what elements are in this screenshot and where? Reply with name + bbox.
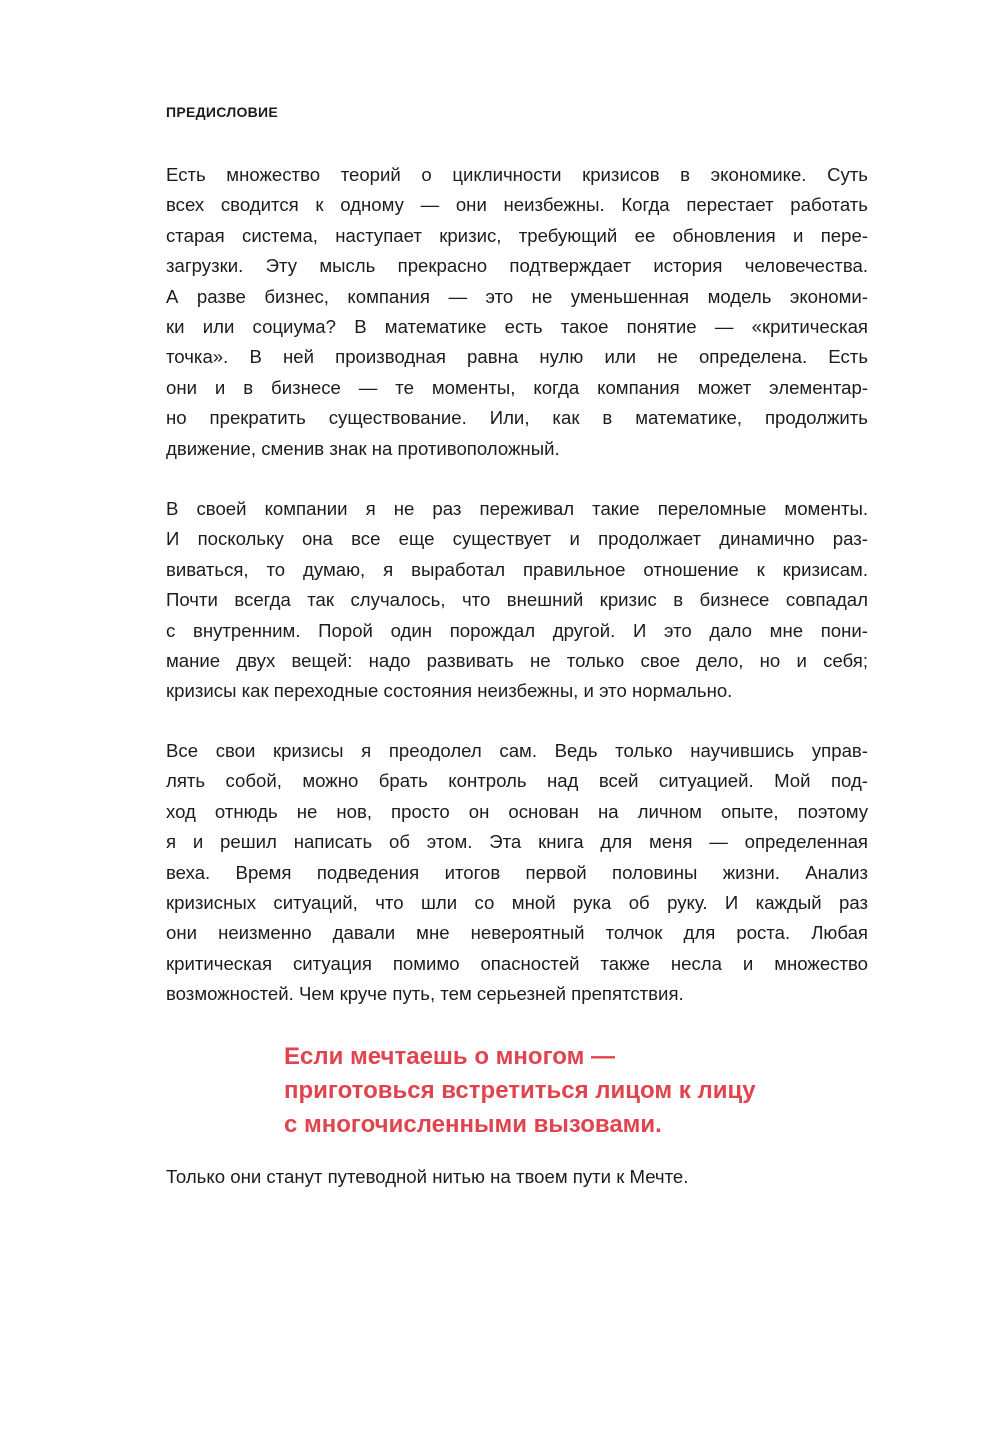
pull-quote-line: с многочисленными вызовами. [284,1111,662,1138]
text-line: ход отнюдь не нов, просто он основан на личном опыте, поэтому [166,800,868,822]
pull-quote-line: Если мечтаешь о многом — [284,1043,616,1070]
text-line: они неизменно давали мне невероятный толчок для роста. Любая [166,922,868,944]
text-line: всех сводится к одному — они неизбежны. Когда перестает работать [166,194,868,216]
text-line: старая система, наступает кризис, требующий ее обновления и пере- [166,224,868,246]
paragraph-1 [166,160,868,464]
text-line: мание двух вещей: надо развивать не только свое дело, но и себя; [166,649,868,671]
text-line: Почти всегда так случалось, что внешний кризис в бизнесе совпадал [166,589,868,611]
text-line: я и решил написать об этом. Эта книга для меня — определенная [166,831,868,853]
text-line: Все свои кризисы я преодолел сам. Ведь только научившись управ- [166,740,868,761]
pull-quote [284,1040,756,1142]
section-header: ПРЕДИСЛОВИЕ [166,104,279,120]
text-line: Есть множество теорий о цикличности кризисов в экономике. Суть [166,164,868,185]
text-line: они и в бизнесе — те моменты, когда компания может элементар- [166,376,868,398]
text-line: возможностей. Чем круче путь, тем серьезней препятствия. [166,983,684,1005]
text-line: критическая ситуация помимо опасностей также несла и множество [166,952,868,974]
text-line: кризисных ситуаций, что шли со мной рука об руку. И каждый раз [166,891,868,913]
paragraph-2 [166,494,868,707]
text-line: но прекратить существование. Или, как в математике, продолжить [166,407,868,429]
text-line: И поскольку она все еще существует и продолжает динамично раз- [166,528,868,550]
text-line: Только они станут путеводной нитью на твоем пути к Мечте. [166,1166,689,1187]
text-line: В своей компании я не раз переживал такие переломные моменты. [166,498,868,519]
text-line: кризисы как переходные состояния неизбежны, и это нормально. [166,680,733,702]
text-line: А разве бизнес, компания — это не уменьшенная модель экономи- [166,285,868,307]
text-line: загрузки. Эту мысль прекрасно подтверждает история человечества. [166,255,868,277]
text-line: виваться, то думаю, я выработал правильное отношение к кризисам. [166,558,868,580]
text-line: лять собой, можно брать контроль над всей ситуацией. Мой под- [166,770,868,792]
paragraph-3 [166,736,868,1010]
paragraph-4 [166,1162,868,1192]
text-line: движение, сменив знак на противоположный. [166,437,560,459]
text-line: веха. Время подведения итогов первой половины жизни. Анализ [166,861,868,883]
text-line: с внутренним. Порой один порождал другой. И это дало мне пони- [166,619,868,641]
text-line: точка». В ней производная равна нулю или не определена. Есть [166,346,868,368]
text-line: ки или социума? В математике есть такое понятие — «критическая [166,315,868,337]
pull-quote-line: приготовься встретиться лицом к лицу [284,1077,756,1104]
